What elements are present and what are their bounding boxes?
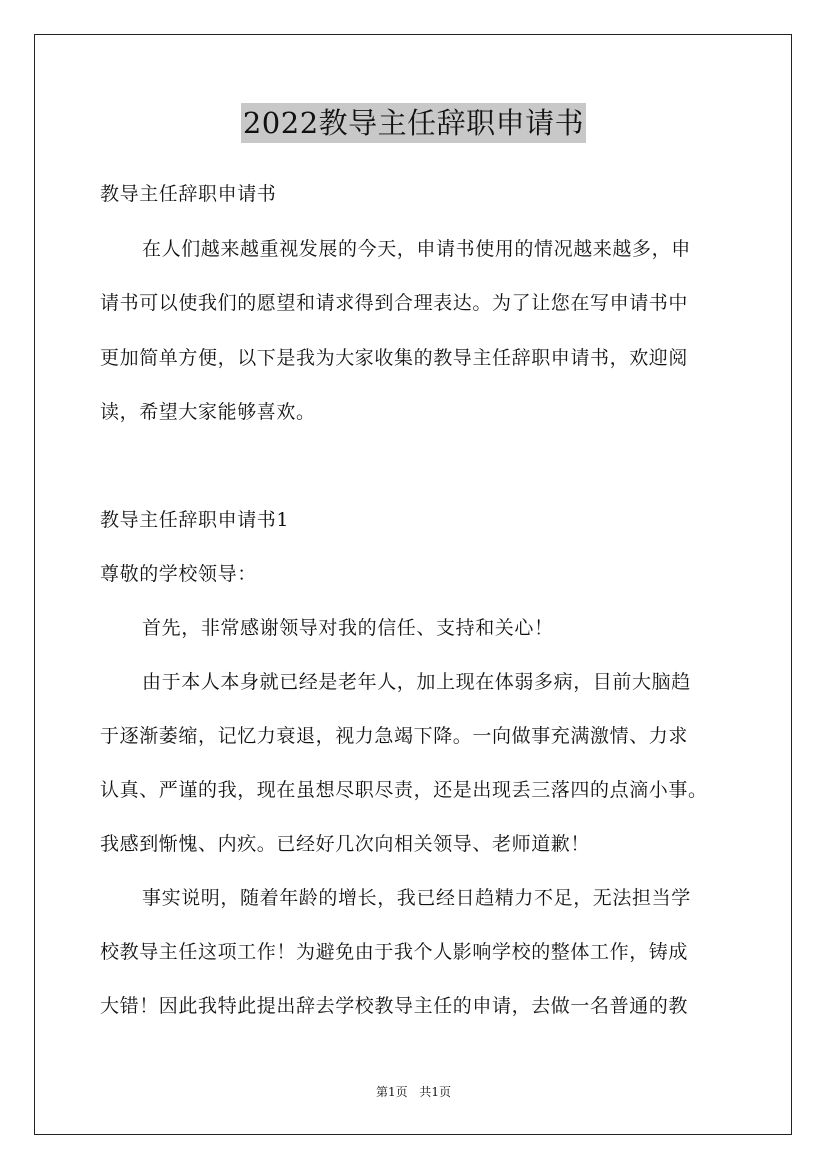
paragraph-line: 请书可以使我们的愿望和请求得到合理表达。为了让您在写申请书中 bbox=[100, 292, 689, 314]
document-title: 2022教导主任辞职申请书 bbox=[241, 103, 586, 143]
section-heading: 教导主任辞职申请书 bbox=[100, 183, 277, 205]
paragraph-line: 读，希望大家能够喜欢。 bbox=[100, 401, 316, 423]
paragraph-line: 事实说明，随着年龄的增长，我已经日趋精力不足，无法担当学 bbox=[142, 887, 691, 909]
paragraph-line: 校教导主任这项工作！为避免由于我个人影响学校的整体工作，铸成 bbox=[100, 941, 689, 963]
section-heading: 教导主任辞职申请书1 bbox=[100, 509, 290, 531]
paragraph-line: 于逐渐萎缩，记忆力衰退，视力急竭下降。一向做事充满激情、力求 bbox=[100, 725, 689, 747]
paragraph-line: 在人们越来越重视发展的今天，申请书使用的情况越来越多，申 bbox=[142, 238, 691, 260]
paragraph-line: 大错！因此我特此提出辞去学校教导主任的申请，去做一名普通的教 bbox=[100, 995, 689, 1017]
page-total: 共1页 bbox=[419, 1085, 452, 1099]
page-footer bbox=[0, 1084, 827, 1100]
paragraph-line: 首先，非常感谢领导对我的信任、支持和关心！ bbox=[142, 617, 554, 639]
paragraph-line: 由于本人本身就已经是老年人，加上现在体弱多病，目前大脑趋 bbox=[142, 671, 691, 693]
paragraph-line: 更加简单方便，以下是我为大家收集的教导主任辞职申请书，欢迎阅 bbox=[100, 347, 689, 369]
salutation: 尊敬的学校领导： bbox=[100, 563, 257, 585]
paragraph-line: 认真、严谨的我，现在虽想尽职尽责，还是出现丢三落四的点滴小事。 bbox=[100, 779, 708, 801]
page-number: 第1页 bbox=[375, 1085, 408, 1099]
title-container bbox=[0, 103, 827, 143]
paragraph-line: 我感到惭愧、内疚。已经好几次向相关领导、老师道歉！ bbox=[100, 833, 591, 855]
